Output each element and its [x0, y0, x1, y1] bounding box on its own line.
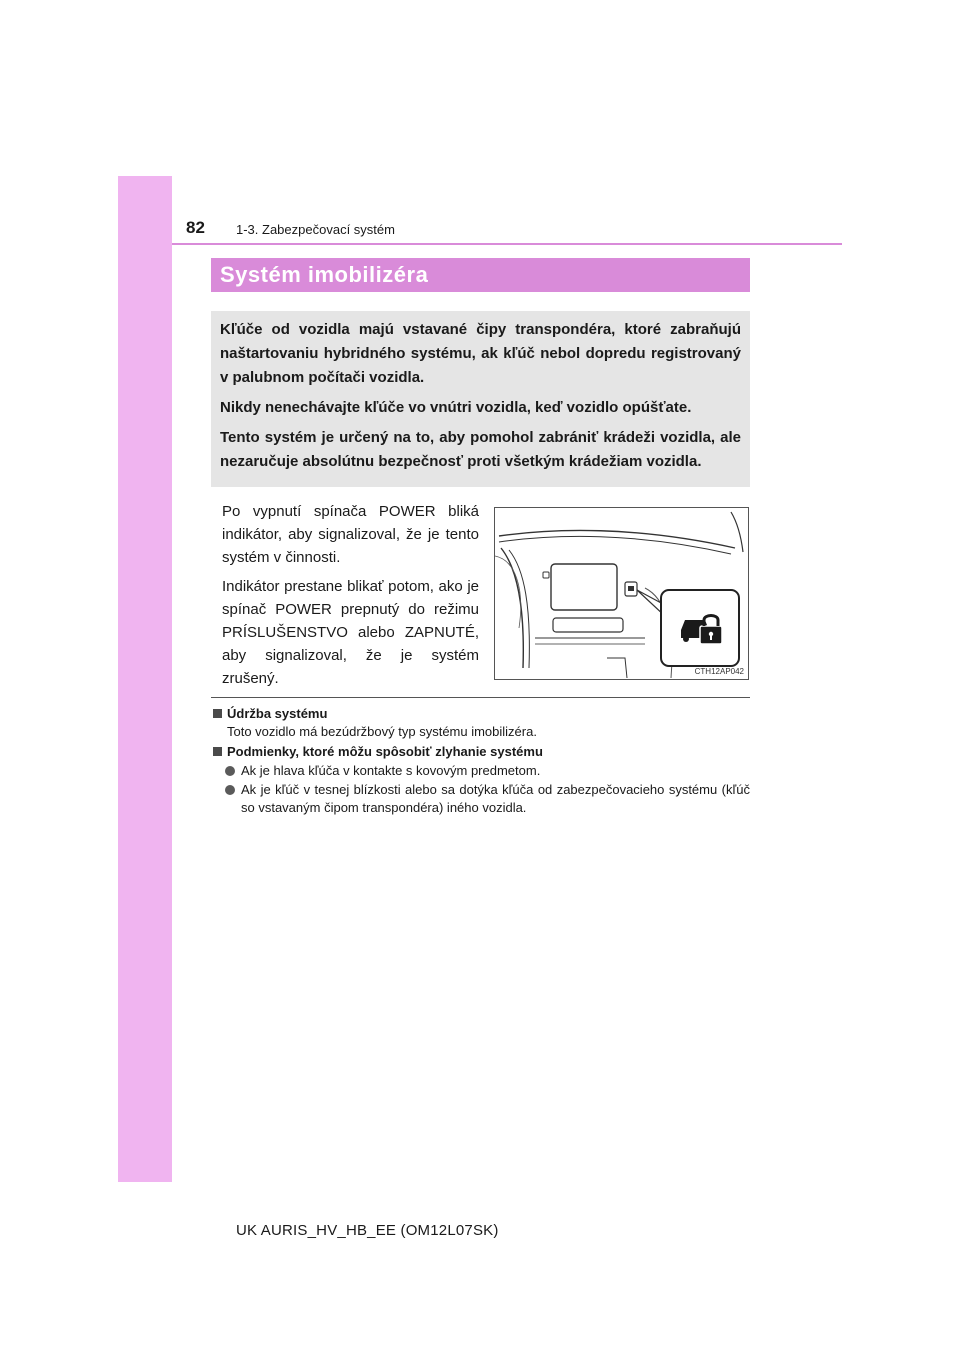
- chapter-side-tab: [118, 176, 172, 1182]
- header-divider: [172, 243, 842, 245]
- page-number: 82: [186, 218, 205, 237]
- note-heading-text: Podmienky, ktoré môžu spôsobiť zlyhanie systému: [227, 744, 543, 759]
- body-paragraph: Indikátor prestane blikať potom, ako je spínač POWER prepnutý do režimu PRÍSLUŠENSTVO alebo ZAPNUTÉ, aby signalizoval, že je systém zrušený.: [222, 578, 479, 687]
- round-bullet-icon: [225, 785, 235, 795]
- section-divider: [211, 697, 750, 698]
- intro-paragraph: Tento systém je určený na to, aby pomohol zabrániť krádeži vozidla, ale nezaručuje absolútnu bezpečnosť proti všetkým krádežiam vozidla.: [220, 429, 741, 470]
- page-title: Systém imobilizéra: [211, 258, 750, 292]
- note-text: Toto vozidlo má bezúdržbový typ systému imobilizéra.: [227, 724, 537, 739]
- body-paragraph: Po vypnutí spínača POWER bliká indikátor, aby signalizoval, že je tento systém v činnosti.: [222, 503, 479, 566]
- section-breadcrumb: 1-3. Zabezpečovací systém: [236, 222, 395, 237]
- list-item-text: Ak je hlava kľúča v kontakte s kovovým predmetom.: [241, 763, 541, 778]
- illustration-code: CTH12AP042: [694, 667, 744, 676]
- body-text: [222, 500, 479, 696]
- dashboard-drawing: [495, 508, 748, 679]
- list-item: [211, 762, 750, 780]
- note-heading: [211, 705, 750, 723]
- square-bullet-icon: [213, 747, 222, 756]
- square-bullet-icon: [213, 709, 222, 718]
- dashboard-illustration: [494, 507, 749, 680]
- intro-paragraph: Kľúče od vozidla majú vstavané čipy transpondéra, ktoré zabraňujú naštartovaniu hybridného systému, ak kľúč nebol dopredu registrovaný v palubnom počítači vozidla.: [220, 321, 741, 386]
- list-item: [211, 781, 750, 817]
- notes-section: [211, 703, 750, 817]
- note-heading-text: Údržba systému: [227, 706, 328, 721]
- list-item-text: Ak je kľúč v tesnej blízkosti alebo sa dotýka kľúča od zabezpečovacieho systému (kľúč so vstavaným čipom transpondéra) iného vozidla.: [241, 782, 750, 815]
- note-heading: [211, 743, 750, 761]
- document-footer: UK AURIS_HV_HB_EE (OM12L07SK): [236, 1222, 499, 1239]
- intro-paragraph: Nikdy nenechávajte kľúče vo vnútri vozidla, keď vozidlo opúšťate.: [220, 399, 692, 416]
- intro-box: [211, 311, 750, 487]
- round-bullet-icon: [225, 766, 235, 776]
